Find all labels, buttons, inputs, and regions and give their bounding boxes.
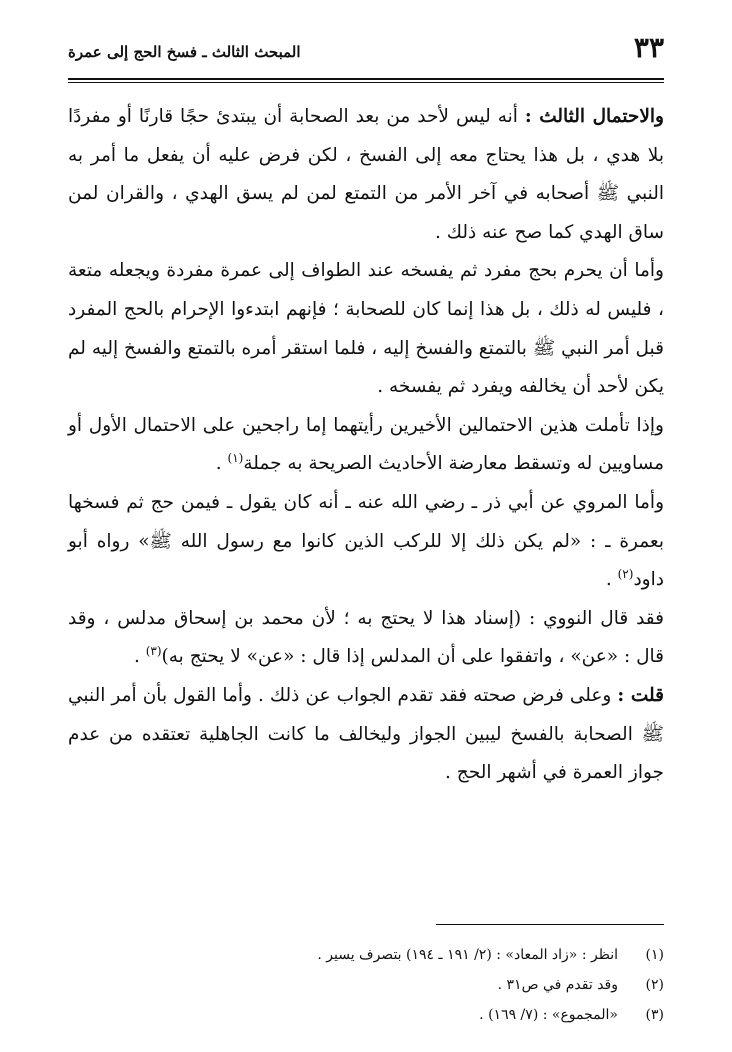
paragraph-text: فقد قال النووي : (إسناد هذا لا يحتج به ؛ لأن محمد بن إسحاق مدلس ، وقد قال : «عن» ، واتفقوا على أن المدلس إذا قال : «عن» لا يحتج به): [68, 607, 664, 668]
header-divider: [68, 78, 664, 83]
footnote-number: (٢): [645, 977, 664, 993]
footnote-number: (١): [645, 947, 664, 963]
paragraph-lead: قلت :: [617, 684, 664, 706]
footnote: [68, 1000, 664, 1030]
paragraph: [68, 600, 664, 677]
footnote-text: «المجموع» : (٧/ ١٦٩) .: [479, 1007, 618, 1023]
paragraph-text: وإذا تأملت هذين الاحتمالين الأخيرين رأيتهما إما راجحين على الاحتمال الأول أو مساويين له وتسقط معارضة الأحاديث الصريحة به جملة: [68, 414, 664, 475]
paragraph-lead: والاحتمال الثالث :: [524, 106, 664, 127]
paragraph: [68, 98, 664, 252]
paragraph-tail: .: [215, 453, 228, 475]
paragraph-text: وأما أن يحرم بحج مفرد ثم يفسخه عند الطواف إلى عمرة مفردة ويجعله متعة ، فليس له ذلك ، بل هذا إنما كان للصحابة ؛ فإنهم ابتدءوا الإحرام بالحج المفرد قبل أمر النبي ﷺ بالتمتع والفسخ إليه ، فلما استقر أمره بالتمتع والفسخ إليه لم يكن لأحد أن يخالفه ويفرد ثم يفسخه .: [68, 260, 664, 398]
page-header: [68, 28, 664, 84]
paragraph-tail: .: [605, 569, 618, 591]
footnote-marker: (٣): [145, 644, 162, 659]
page-number: ٣٣: [633, 31, 664, 64]
main-text: [68, 98, 664, 793]
paragraph-tail: .: [133, 646, 146, 668]
footnote-text: انظر : «زاد المعاد» : (٢/ ١٩١ ـ ١٩٤) بتصرف يسير .: [317, 947, 618, 963]
paragraph-text: وأما المروي عن أبي ذر ـ رضي الله عنه ـ أنه كان يقول ـ فيمن حج ثم فسخها بعمرة ـ : «لم يكن ذلك إلا للركب الذين كانوا مع رسول الله ﷺ» رواه أبو داود: [68, 491, 664, 591]
book-page: [68, 28, 664, 1028]
footnote-divider: [436, 924, 664, 925]
paragraph: [68, 677, 664, 793]
paragraph: [68, 252, 664, 406]
footnote-text: وقد تقدم في ص٣١ .: [497, 977, 618, 993]
footnote: [68, 970, 664, 1000]
footnote-marker: (٢): [617, 566, 634, 581]
paragraph-text: وعلى فرض صحته فقد تقدم الجواب عن ذلك . وأما القول بأن أمر النبي ﷺ الصحابة بالفسخ ليبين الجواز وليخالف ما كانت الجاهلية تعتقده من عدم جواز العمرة في أشهر الحج .: [68, 684, 664, 784]
paragraph: [68, 407, 664, 484]
footnote: [68, 940, 664, 970]
footnotes: [68, 940, 664, 1030]
footnote-marker: (١): [227, 451, 244, 466]
paragraph-text: أنه ليس لأحد من بعد الصحابة أن يبتدئ حجًا قارنًا أو مفردًا بلا هدي ، بل هذا يحتاج معه إلى الفسخ ، لكن فرض عليه أن يفعل ما أمر به النبي ﷺ أصحابه في آخر الأمر من التمتع لمن لم يسق الهدي ، والقران لمن ساق الهدي كما صح عنه ذلك .: [68, 106, 664, 243]
footnote-number: (٣): [645, 1007, 664, 1023]
running-title: المبحث الثالث ـ فسخ الحج إلى عمرة: [68, 43, 301, 61]
paragraph: [68, 484, 664, 600]
